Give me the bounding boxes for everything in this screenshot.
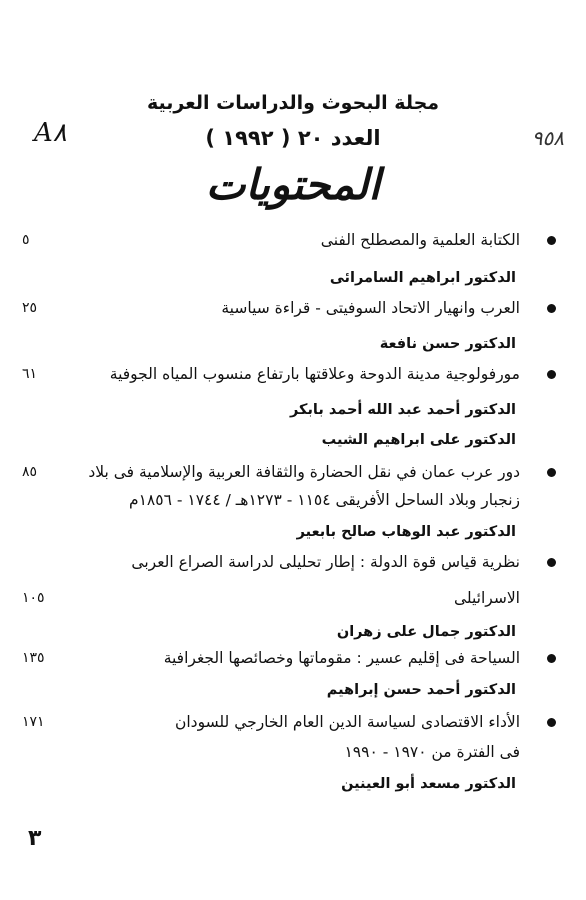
entry-title-continuation: فى الفترة من ١٩٧٠ - ١٩٩٠ [344, 743, 520, 761]
entry-page-number: ٨٥ [22, 464, 38, 480]
bullet-icon [547, 370, 556, 379]
handwritten-note-right: ٩٥٨ [531, 126, 564, 150]
entry-title: مورفولوجية مدينة الدوحة وعلاقتها بارتفاع منسوب المياه الجوفية [109, 365, 520, 383]
bullet-icon [547, 718, 556, 727]
entry-author: الدكتور جمال على زهران [336, 624, 516, 640]
handwritten-note-left: A٨ [34, 118, 67, 148]
entry-author: الدكتور أحمد حسن إبراهيم [326, 682, 516, 698]
entry-author: الدكتور مسعد أبو العينين [341, 776, 516, 792]
journal-title: مجلة البحوث والدراسات العربية [146, 92, 440, 114]
bullet-icon [547, 236, 556, 245]
bullet-icon [547, 558, 556, 567]
entry-title-continuation: الاسرائيلى [453, 589, 520, 607]
entry-title: دور عرب عمان في نقل الحضارة والثقافة العربية والإسلامية فى بلاد [88, 463, 520, 481]
entry-title: السياحة فى إقليم عسير : مقوماتها وخصائصها الجغرافية [163, 649, 520, 667]
entry-author: الدكتور عبد الوهاب صالح بابعير [296, 524, 516, 540]
entry-page-number: ٢٥ [22, 300, 38, 316]
entry-title: نظرية قياس قوة الدولة : إطار تحليلى لدراسة الصراع العربى [131, 553, 520, 571]
bullet-icon [547, 654, 556, 663]
page-folio-number: ٣ [28, 826, 42, 851]
entry-author: الدكتور أحمد عبد الله أحمد بابكر [290, 402, 516, 418]
entry-title: العرب وانهيار الاتحاد السوفيتى - قراءة سياسية [221, 299, 520, 317]
entry-author: الدكتور على ابراهيم الشيب [321, 432, 516, 448]
entry-author: الدكتور ابراهيم السامرائى [329, 270, 516, 286]
bullet-icon [547, 468, 556, 477]
entry-page-number: ١٣٥ [22, 650, 45, 666]
entry-page-number: ١٠٥ [22, 590, 45, 606]
entry-page-number: ٥ [22, 232, 30, 248]
entry-page-number: ١٧١ [22, 714, 45, 730]
entry-author: الدكتور حسن نافعة [379, 336, 516, 352]
entry-title: الأداء الاقتصادى لسياسة الدين العام الخارجي للسودان [174, 713, 520, 731]
contents-heading: المحتويات [205, 160, 381, 209]
entry-title: الكتابة العلمية والمصطلح الفنى [320, 231, 520, 249]
bullet-icon [547, 304, 556, 313]
entry-page-number: ٦١ [22, 366, 38, 382]
issue-number: العدد ٢٠ ( ١٩٩٢ ) [205, 126, 381, 150]
entry-title-continuation: زنجبار وبلاد الساحل الأفريقى ١١٥٤ - ١٢٧٣هـ / ١٧٤٤ - ١٨٥٦م [129, 491, 520, 509]
